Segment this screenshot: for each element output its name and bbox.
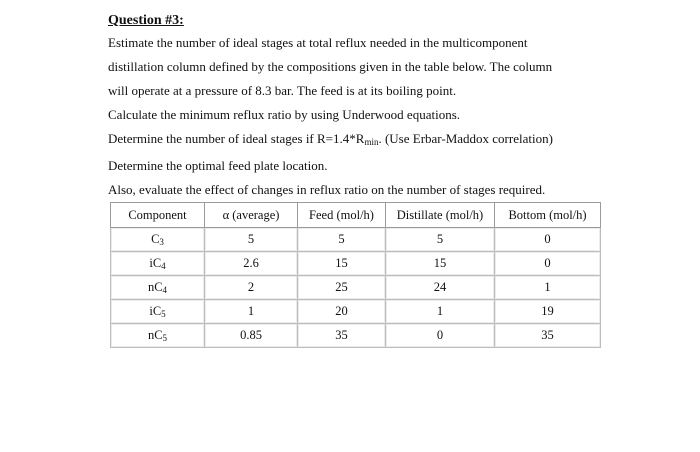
table-header-row bbox=[111, 203, 601, 228]
table-row bbox=[111, 252, 601, 276]
cell-alpha: 2 bbox=[205, 276, 298, 300]
cell-component: $iC_4$ bbox=[111, 252, 205, 276]
cell-distillate: 5 bbox=[386, 228, 495, 252]
header-bottom: Bottom (mol/h) bbox=[495, 203, 601, 228]
task-ideal-stages-note: . (Use Erbar-Maddox correlation) bbox=[378, 131, 553, 146]
intro-line-3: will operate at a pressure of 8.3 bar. The feed is at its boiling point. bbox=[108, 83, 457, 98]
intro-line-1: Estimate the number of ideal stages at total reflux needed in the multicomponent bbox=[108, 35, 528, 50]
intro-line-2: distillation column defined by the compositions given in the table below. The column bbox=[108, 59, 553, 74]
cell-bottom: 0 bbox=[495, 252, 601, 276]
cell-alpha: 0.85 bbox=[205, 324, 298, 348]
header-alpha: α (average) bbox=[205, 203, 298, 228]
cell-distillate: 1 bbox=[386, 300, 495, 324]
cell-component: $nC_5$ bbox=[111, 324, 205, 348]
table-row bbox=[111, 300, 601, 324]
cell-component: $nC_4$ bbox=[111, 276, 205, 300]
task-minimum-reflux: Calculate the minimum reflux ratio by using Underwood equations. bbox=[108, 107, 461, 122]
cell-bottom: 0 bbox=[495, 228, 601, 252]
cell-bottom: 19 bbox=[495, 300, 601, 324]
cell-alpha: 5 bbox=[205, 228, 298, 252]
header-component: Component bbox=[111, 203, 205, 228]
cell-bottom: 1 bbox=[495, 276, 601, 300]
table-row bbox=[111, 228, 601, 252]
cell-feed: 25 bbox=[298, 276, 386, 300]
cell-alpha: 2.6 bbox=[205, 252, 298, 276]
table-row bbox=[111, 324, 601, 348]
task-ideal-stages-text: Determine the number of ideal stages if R=1.4*R bbox=[108, 131, 365, 146]
task-reflux-effect: Also, evaluate the effect of changes in reflux ratio on the number of stages required. bbox=[108, 182, 546, 197]
cell-component: $iC_5$ bbox=[111, 300, 205, 324]
cell-feed: 20 bbox=[298, 300, 386, 324]
task-ideal-stages bbox=[108, 127, 598, 154]
rmin-subscript: min bbox=[364, 137, 379, 147]
cell-feed: 5 bbox=[298, 228, 386, 252]
cell-component: $C_3$ bbox=[111, 228, 205, 252]
cell-bottom: 35 bbox=[495, 324, 601, 348]
cell-distillate: 15 bbox=[386, 252, 495, 276]
question-heading: Question #3: bbox=[108, 13, 184, 28]
header-distillate: Distillate (mol/h) bbox=[386, 203, 495, 228]
table-row bbox=[111, 276, 601, 300]
cell-distillate: 0 bbox=[386, 324, 495, 348]
cell-feed: 15 bbox=[298, 252, 386, 276]
question-document bbox=[108, 12, 598, 202]
cell-feed: 35 bbox=[298, 324, 386, 348]
composition-table bbox=[110, 202, 601, 348]
cell-alpha: 1 bbox=[205, 300, 298, 324]
cell-distillate: 24 bbox=[386, 276, 495, 300]
task-feed-plate: Determine the optimal feed plate location. bbox=[108, 158, 328, 173]
header-feed: Feed (mol/h) bbox=[298, 203, 386, 228]
